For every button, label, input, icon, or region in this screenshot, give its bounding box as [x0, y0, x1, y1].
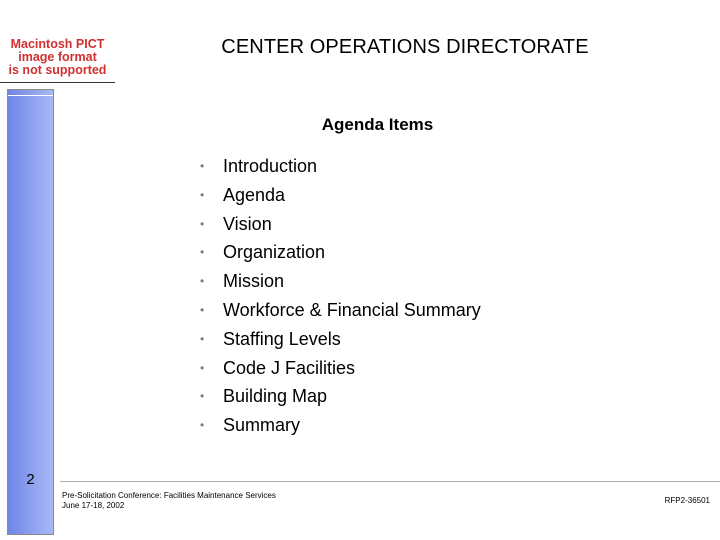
bullet-icon: •: [200, 216, 205, 231]
bullet-icon: •: [200, 418, 205, 433]
agenda-item: [200, 181, 481, 210]
agenda-item: [200, 325, 481, 354]
footer-conference-name: Pre-Solicitation Conference: Facilities Maintenance Services: [62, 491, 276, 500]
left-accent-bar: [7, 89, 54, 535]
slide-title: CENTER OPERATIONS DIRECTORATE: [221, 36, 589, 58]
unsupported-image-placeholder: [0, 38, 115, 83]
bullet-icon: •: [200, 331, 205, 346]
agenda-item-label: Mission: [223, 271, 285, 292]
agenda-item: [200, 354, 481, 383]
agenda-item: [200, 382, 481, 411]
bullet-icon: •: [200, 360, 205, 375]
placeholder-line-3: is not supported: [8, 63, 107, 77]
footer-conference-info: [62, 491, 276, 511]
agenda-item-label: Introduction: [223, 156, 318, 176]
placeholder-line-2: image format: [18, 50, 97, 64]
agenda-item: [200, 152, 481, 181]
agenda-item-label: Workforce & Financial Summary: [223, 299, 481, 320]
agenda-item-label: Vision: [223, 213, 272, 234]
page-number: 2: [26, 471, 35, 488]
agenda-item-label: Summary: [223, 415, 301, 436]
agenda-item: [200, 238, 481, 267]
agenda-item-label: Building Map: [223, 386, 328, 407]
footer-document-id: RFP2-36501: [664, 496, 710, 505]
bullet-icon: •: [200, 389, 205, 404]
agenda-item: [200, 296, 481, 325]
agenda-item-label: Organization: [223, 242, 326, 263]
placeholder-line-1: Macintosh PICT: [10, 37, 105, 51]
accent-bar-highlight: [8, 95, 53, 96]
bullet-icon: •: [200, 302, 205, 317]
footer-divider: [60, 481, 720, 482]
bullet-icon: •: [200, 245, 205, 260]
agenda-item: [200, 210, 481, 239]
agenda-list: [200, 152, 481, 440]
footer-conference-date: June 17-18, 2002: [62, 501, 125, 510]
bullet-icon: •: [200, 274, 205, 289]
agenda-item: [200, 411, 481, 440]
bullet-icon: •: [200, 187, 205, 202]
agenda-item-label: Staffing Levels: [223, 328, 341, 349]
bullet-icon: •: [200, 159, 205, 173]
slide-subtitle: Agenda Items: [321, 115, 434, 134]
agenda-item-label: Agenda: [223, 184, 286, 205]
agenda-item-label: Code J Facilities: [223, 357, 356, 378]
agenda-item: [200, 267, 481, 296]
